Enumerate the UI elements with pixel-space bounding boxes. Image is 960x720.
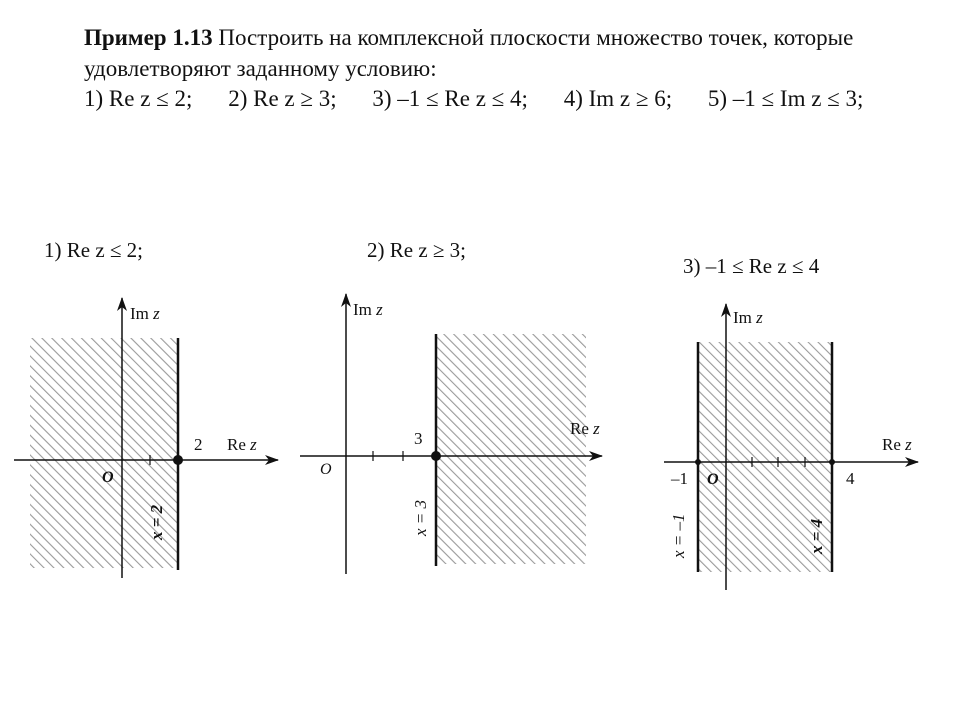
panel-1-point-label: 2 bbox=[194, 435, 203, 454]
panel-1-diagram bbox=[14, 298, 278, 578]
panel-3-title: 3) –1 ≤ Re z ≤ 4 bbox=[683, 254, 820, 278]
panel-2-title: 2) Re z ≥ 3; bbox=[367, 238, 467, 262]
condition-4: 4) Im z ≥ 6; bbox=[563, 86, 673, 111]
panel-1-line-label: x = 2 bbox=[147, 504, 166, 540]
panel-2-point bbox=[431, 451, 441, 461]
panel-3-right-line-label: x = 4 bbox=[807, 518, 826, 554]
panel-1-x-label: Re z bbox=[227, 435, 257, 454]
example-text: Построить на комплексной плоскости множество точек, которые удовлетворяют заданному условию: bbox=[84, 25, 854, 81]
condition-1: 1) Re z ≤ 2; bbox=[84, 86, 193, 111]
condition-3: 3) –1 ≤ Re z ≤ 4; bbox=[372, 86, 528, 111]
panel-1-point bbox=[173, 455, 183, 465]
panel-3-right-point bbox=[829, 459, 835, 465]
panel-3-left-point-label: –1 bbox=[671, 469, 688, 488]
condition-2: 2) Re z ≥ 3; bbox=[228, 86, 337, 111]
panel-3-origin-label: O bbox=[707, 471, 719, 488]
panel-3-y-label: Im z bbox=[733, 308, 763, 327]
panel-3-left-point bbox=[695, 459, 701, 465]
panel-2-point-label: 3 bbox=[414, 429, 423, 448]
panel-1-title: 1) Re z ≤ 2; bbox=[44, 238, 144, 262]
panel-2-y-label: Im z bbox=[353, 300, 383, 319]
panel-3-left-line-label: x = –1 bbox=[669, 513, 688, 558]
panel-3-x-label: Re z bbox=[882, 435, 912, 454]
panel-1-origin-label: O bbox=[102, 469, 114, 486]
panel-3-diagram bbox=[664, 304, 918, 590]
panel-2-diagram bbox=[300, 294, 602, 574]
panel-3-right-point-label: 4 bbox=[846, 469, 855, 488]
panel-2-origin-label: O bbox=[320, 461, 332, 478]
panel-2-shaded-region bbox=[436, 334, 586, 564]
panel-1-y-label: Im z bbox=[130, 304, 160, 323]
panel-2-x-label: Re z bbox=[570, 419, 600, 438]
panel-2-line-label: x = 3 bbox=[411, 499, 430, 536]
example-label: Пример 1.13 bbox=[84, 25, 213, 50]
condition-5: 5) –1 ≤ Im z ≤ 3; bbox=[707, 86, 864, 111]
